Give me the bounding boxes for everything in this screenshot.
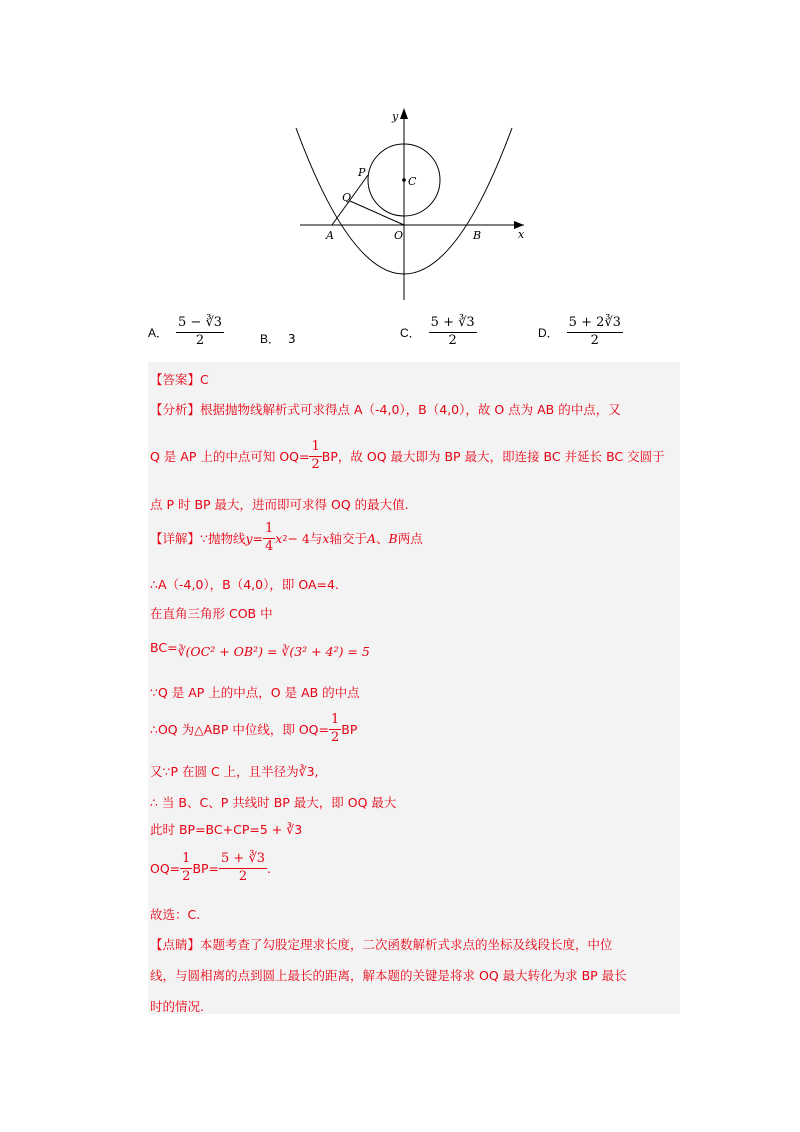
choice-a-denominator: 2	[195, 332, 205, 348]
choice-c-denominator: 2	[448, 332, 457, 348]
oq-half-denominator: 2	[182, 868, 191, 884]
detail-point-a: A	[366, 530, 376, 546]
oq-end: .	[267, 860, 271, 876]
midline-end: BP	[341, 721, 358, 737]
midline-half-denominator: 2	[330, 729, 340, 745]
detail-end: 两点	[397, 531, 423, 547]
choice-a	[148, 316, 224, 349]
detail-x-axis-var: x	[322, 530, 330, 546]
label-a: A	[326, 229, 334, 242]
analysis-line-2-start: Q 是 AP 上的中点可知 OQ=	[150, 449, 310, 465]
quarter-fraction	[263, 522, 275, 555]
quarter-denominator: 4	[265, 538, 274, 554]
detail-y: y	[245, 530, 253, 546]
midline-line	[150, 713, 357, 746]
label-x: x	[518, 228, 525, 241]
oq-half-numerator: 1	[180, 852, 192, 869]
choice-b-letter: B．	[260, 332, 281, 346]
choice-a-fraction	[176, 316, 224, 349]
parabola-figure	[290, 100, 530, 305]
oq-mid: BP=	[192, 860, 220, 876]
choice-a-letter: A．	[148, 325, 169, 340]
detail-with: 与	[309, 531, 323, 547]
oq-result-fraction	[219, 852, 267, 885]
oq-line	[150, 852, 271, 885]
points-line: ∴A（-4,0），B（4,0），即 OA=4.	[150, 577, 339, 592]
midpoint-line: ∵Q 是 AP 上的中点，O 是 AB 的中点	[150, 685, 360, 700]
choice-c	[400, 316, 477, 349]
oq-result-denominator: 2	[238, 868, 248, 884]
label-o: O	[394, 229, 404, 242]
choice-b-value: 3	[288, 331, 296, 346]
collinear-line: ∴ 当 B、C、P 共线时 BP 最大，即 OQ 最大	[150, 795, 397, 810]
analysis-line-2-end: BP，故 OQ 最大即为 BP 最大，即连接 BC 并延长 BC 交圆于	[321, 449, 665, 465]
bc-label: BC=	[150, 640, 178, 655]
label-c: C	[408, 175, 417, 188]
half-denominator: 2	[311, 456, 320, 472]
bc-expression: ∛(OC² + OB²) = ∛(3² + 4²) = 5	[177, 644, 370, 659]
choice-d-numerator: 5 + 2∛3	[567, 316, 623, 333]
detail-label: 【详解】∵抛物线	[150, 531, 246, 547]
analysis-line-2	[150, 440, 665, 473]
choice-c-numerator: 5 + ∛3	[429, 316, 477, 333]
detail-axis: 轴交于	[329, 531, 367, 547]
half-fraction	[309, 440, 321, 473]
half-numerator: 1	[309, 440, 321, 457]
midline-half-numerator: 1	[329, 713, 341, 730]
detail-minus-four: − 4	[287, 530, 310, 546]
bp-line: 此时 BP=BC+CP=5 + ∛3	[150, 822, 303, 837]
choice-d-fraction	[567, 316, 623, 349]
oq-result-numerator: 5 + ∛3	[219, 852, 267, 869]
quarter-numerator: 1	[263, 522, 275, 539]
midline-half-fraction	[329, 713, 341, 746]
comment-line-1: 【点睛】本题考查了勾股定理求长度，二次函数解析式求点的坐标及线段长度，中位	[150, 937, 613, 952]
bc-line	[150, 636, 370, 659]
analysis-line-1: 【分析】根据抛物线解析式可求得点 A（-4,0），B（4,0），故 O 点为 AB 的中点，又	[150, 402, 621, 417]
choice-c-fraction	[429, 316, 477, 349]
label-q: Q	[342, 191, 352, 204]
choice-d-denominator: 2	[590, 332, 599, 348]
choice-b	[260, 330, 296, 347]
oq-half-fraction	[180, 852, 192, 885]
detail-x-var: x	[275, 530, 283, 546]
choose-line: 故选：C.	[150, 907, 201, 922]
detail-line: 【详解】∵抛物线 y = $\frac{1}{4}$ x 2 − 4 与 x 轴交于 A 、 B 两点	[150, 521, 423, 554]
detail-sep: 、	[375, 531, 389, 547]
detail-point-b: B	[388, 530, 398, 546]
y-axis-arrow	[400, 108, 408, 119]
center-point	[402, 178, 406, 182]
segment-oq	[350, 201, 404, 225]
triangle-line: 在直角三角形 COB 中	[150, 606, 273, 621]
comment-line-3: 时的情况.	[150, 999, 204, 1014]
choice-d-letter: D．	[538, 325, 559, 340]
comment-line-2: 线，与圆相离的点到圆上最长的距离，解本题的关键是将求 OQ 最大转化为求 BP 最长	[150, 968, 627, 983]
label-y: y	[392, 110, 399, 123]
choice-c-letter: C．	[400, 325, 421, 340]
label-b: B	[473, 229, 482, 242]
oq-start: OQ=	[150, 860, 181, 876]
choice-d	[538, 316, 623, 349]
radius-line: 又∵P 在圆 C 上，且半径为∛3,	[150, 764, 319, 779]
detail-exponent: 2	[282, 533, 288, 543]
answer-line: 【答案】C	[150, 372, 209, 387]
analysis-line-3: 点 P 时 BP 最大，进而即可求得 OQ 的最大值.	[150, 497, 409, 512]
choice-a-numerator: 5 − ∛3	[176, 316, 224, 333]
midline-start: ∴OQ 为△ABP 中位线，即 OQ=	[150, 722, 329, 738]
label-p: P	[358, 166, 366, 179]
